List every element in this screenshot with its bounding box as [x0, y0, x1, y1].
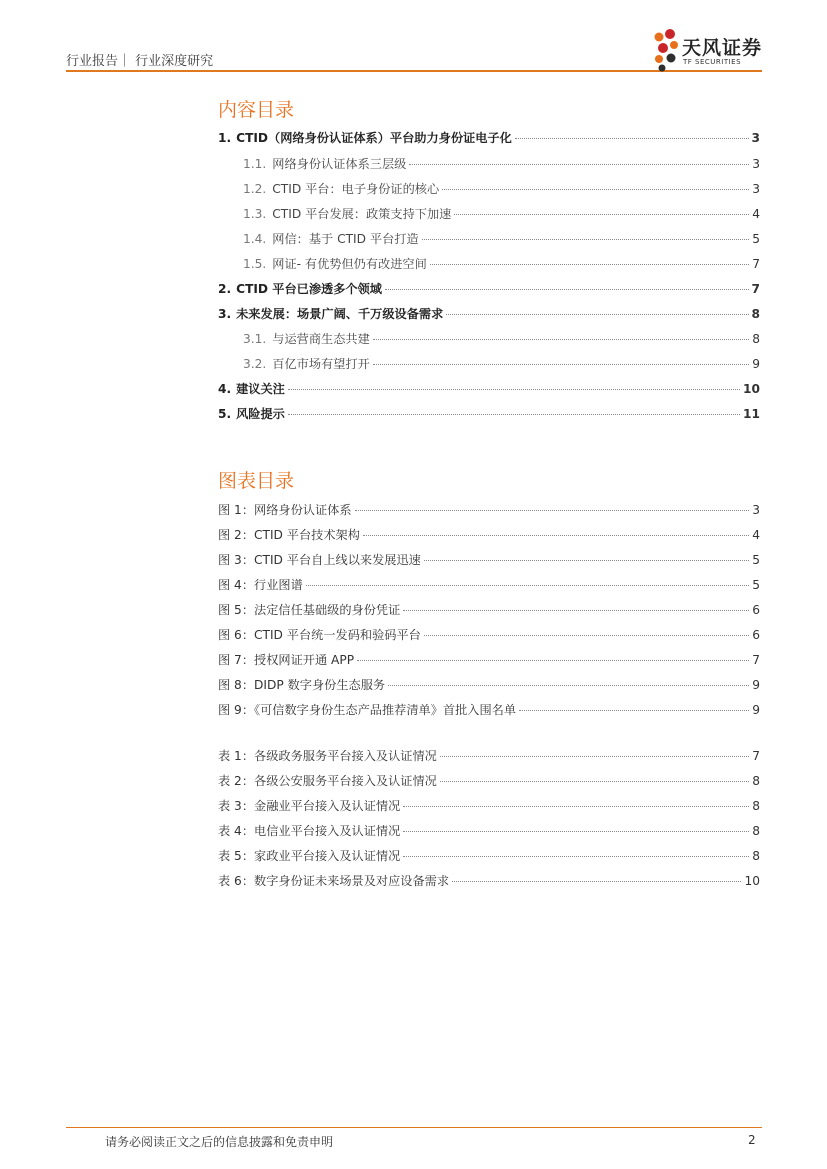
table-entry-page: 8 — [752, 774, 760, 788]
toc-entry-number: 1.5. — [243, 257, 267, 271]
leader-dots — [288, 389, 740, 390]
leader-dots — [409, 164, 749, 165]
footer-disclaimer: 请务必阅读正文之后的信息披露和免责申明 — [105, 1135, 334, 1149]
toc-entry-page: 3 — [752, 157, 760, 171]
toc-entry-number: 1. — [218, 131, 232, 145]
table-entry-text: 表 4：电信业平台接入及认证情况 — [218, 824, 401, 838]
leader-dots — [355, 510, 750, 511]
figure-entry[interactable] — [218, 526, 760, 543]
figure-entry-page: 9 — [752, 678, 760, 692]
toc-entry[interactable] — [218, 405, 760, 422]
toc-entry[interactable] — [218, 305, 760, 322]
leader-dots — [363, 535, 749, 536]
table-entry-page: 8 — [752, 799, 760, 813]
figure-entry-text: 图 5：法定信任基础级的身份凭证 — [218, 603, 401, 617]
leader-dots — [422, 239, 750, 240]
figure-entry-text: 图 7：授权网证开通 APP — [218, 653, 355, 667]
table-entry-text: 表 6：数字身份证未来场景及对应设备需求 — [218, 874, 450, 888]
leader-dots — [357, 660, 749, 661]
toc-entry-text: 与运营商生态共建 — [272, 332, 370, 346]
toc-entry-text: CTID 平台已渗透多个领域 — [236, 282, 382, 296]
leader-dots — [403, 856, 749, 857]
toc-entry-number: 3. — [218, 307, 232, 321]
leader-dots — [373, 339, 749, 340]
table-entry-text: 表 5：家政业平台接入及认证情况 — [218, 849, 401, 863]
table-entry[interactable] — [218, 772, 760, 789]
toc-entry[interactable] — [243, 155, 760, 172]
figure-entry[interactable] — [218, 651, 760, 668]
toc-entry-page: 9 — [752, 357, 760, 371]
table-entry-text: 表 1：各级政务服务平台接入及认证情况 — [218, 749, 437, 763]
leader-dots — [515, 138, 749, 139]
toc-entry-number: 3.2. — [243, 357, 267, 371]
figure-entry-page: 5 — [752, 553, 760, 567]
header-breadcrumb: 行业报告｜ 行业深度研究 — [66, 54, 214, 69]
figure-entry[interactable] — [218, 576, 760, 593]
toc-entry-text: 网信：基于 CTID 平台打造 — [272, 232, 419, 246]
figure-entry-page: 4 — [752, 528, 760, 542]
logo-subtitle: TF SECURITIES — [683, 58, 742, 66]
leader-dots — [440, 756, 749, 757]
figure-entry-text: 图 8：DIDP 数字身份生态服务 — [218, 678, 386, 692]
toc-entry-number: 4. — [218, 382, 232, 396]
figure-entry-page: 5 — [752, 578, 760, 592]
leader-dots — [452, 881, 741, 882]
toc-title: 内容目录 — [218, 99, 295, 121]
toc-entry-number: 1.1. — [243, 157, 267, 171]
toc-entry[interactable] — [243, 205, 760, 222]
leader-dots — [388, 685, 749, 686]
leader-dots — [385, 289, 749, 290]
table-entry-page: 10 — [744, 874, 760, 888]
figure-entry-text: 图 1：网络身份认证体系 — [218, 503, 352, 517]
figure-entry[interactable] — [218, 551, 760, 568]
toc-entry[interactable] — [243, 255, 760, 272]
table-entry-page: 8 — [752, 849, 760, 863]
toc-entry[interactable] — [218, 380, 760, 397]
toc-entry[interactable] — [218, 129, 760, 146]
figure-entry[interactable] — [218, 601, 760, 618]
toc-entry-text: 建议关注 — [236, 382, 285, 396]
table-entry[interactable] — [218, 847, 760, 864]
figures-title: 图表目录 — [218, 470, 295, 492]
table-entry-page: 8 — [752, 824, 760, 838]
figure-entry-page: 7 — [752, 653, 760, 667]
toc-entry-text: 百亿市场有望打开 — [272, 357, 370, 371]
leader-dots — [454, 214, 749, 215]
toc-entry[interactable] — [243, 355, 760, 372]
figure-entry-text: 图 4：行业图谱 — [218, 578, 303, 592]
figure-entry[interactable] — [218, 701, 760, 718]
table-entry-text: 表 3：金融业平台接入及认证情况 — [218, 799, 401, 813]
toc-entry-page: 10 — [743, 382, 760, 396]
leader-dots — [440, 781, 749, 782]
figure-entry-page: 6 — [752, 603, 760, 617]
toc-entry-text: CTID 平台发展：政策支持下加速 — [272, 207, 452, 221]
table-entry[interactable] — [218, 797, 760, 814]
page-number: 2 — [748, 1133, 756, 1147]
table-entry[interactable] — [218, 872, 760, 889]
toc-entry-page: 4 — [752, 207, 760, 221]
toc-entry-page: 3 — [752, 182, 760, 196]
toc-entry-page: 11 — [743, 407, 760, 421]
leader-dots — [446, 314, 748, 315]
toc-entry-page: 7 — [752, 257, 760, 271]
figure-entry-text: 图 3：CTID 平台自上线以来发展迅速 — [218, 553, 421, 567]
figure-entry[interactable] — [218, 676, 760, 693]
toc-entry-number: 5. — [218, 407, 232, 421]
toc-entry-text: 网络身份认证体系三层级 — [272, 157, 407, 171]
figure-entry-text: 图 9：《可信数字身份生态产品推荐清单》首批入围名单 — [218, 703, 517, 717]
figure-entry-text: 图 6：CTID 平台统一发码和验码平台 — [218, 628, 421, 642]
table-entry-page: 7 — [752, 749, 760, 763]
toc-entry-number: 2. — [218, 282, 232, 296]
leader-dots — [519, 710, 749, 711]
leader-dots — [373, 364, 749, 365]
toc-entry[interactable] — [218, 280, 760, 297]
toc-entry-text: 风险提示 — [236, 407, 285, 421]
toc-entry-number: 1.3. — [243, 207, 267, 221]
toc-entry-text: CTID 平台：电子身份证的核心 — [272, 182, 440, 196]
leader-dots — [288, 414, 740, 415]
leader-dots — [403, 610, 749, 611]
leader-dots — [306, 585, 749, 586]
toc-entry-text: 网证- 有优势但仍有改进空间 — [272, 257, 427, 271]
table-entry[interactable] — [218, 747, 760, 764]
figure-entry-page: 6 — [752, 628, 760, 642]
toc-entry-page: 7 — [751, 282, 760, 296]
toc-entry-page: 3 — [751, 131, 760, 145]
figure-entry-page: 9 — [752, 703, 760, 717]
table-entry-text: 表 2：各级公安服务平台接入及认证情况 — [218, 774, 437, 788]
toc-entry[interactable] — [243, 230, 760, 247]
toc-entry-page: 5 — [752, 232, 760, 246]
figure-entry-text: 图 2：CTID 平台技术架构 — [218, 528, 360, 542]
leader-dots — [442, 189, 749, 190]
toc-entry-number: 1.4. — [243, 232, 267, 246]
toc-entry-number: 1.2. — [243, 182, 267, 196]
toc-entry-number: 3.1. — [243, 332, 267, 346]
toc-entry-page: 8 — [752, 332, 760, 346]
figure-entry[interactable] — [218, 626, 760, 643]
leader-dots — [424, 560, 749, 561]
toc-entry[interactable] — [243, 330, 760, 347]
figure-entry-page: 3 — [752, 503, 760, 517]
logo-name: 天风证券 — [682, 37, 763, 59]
leader-dots — [430, 264, 749, 265]
footer-divider — [66, 1127, 762, 1128]
table-entry[interactable] — [218, 822, 760, 839]
figure-entry[interactable] — [218, 501, 760, 518]
toc-entry-text: 未来发展：场景广阔、千万级设备需求 — [236, 307, 444, 321]
leader-dots — [403, 806, 749, 807]
leader-dots — [424, 635, 749, 636]
toc-entry-text: CTID（网络身份认证体系）平台助力身份证电子化 — [236, 131, 512, 145]
leader-dots — [403, 831, 749, 832]
toc-entry-page: 8 — [751, 307, 760, 321]
toc-entry[interactable] — [243, 180, 760, 197]
